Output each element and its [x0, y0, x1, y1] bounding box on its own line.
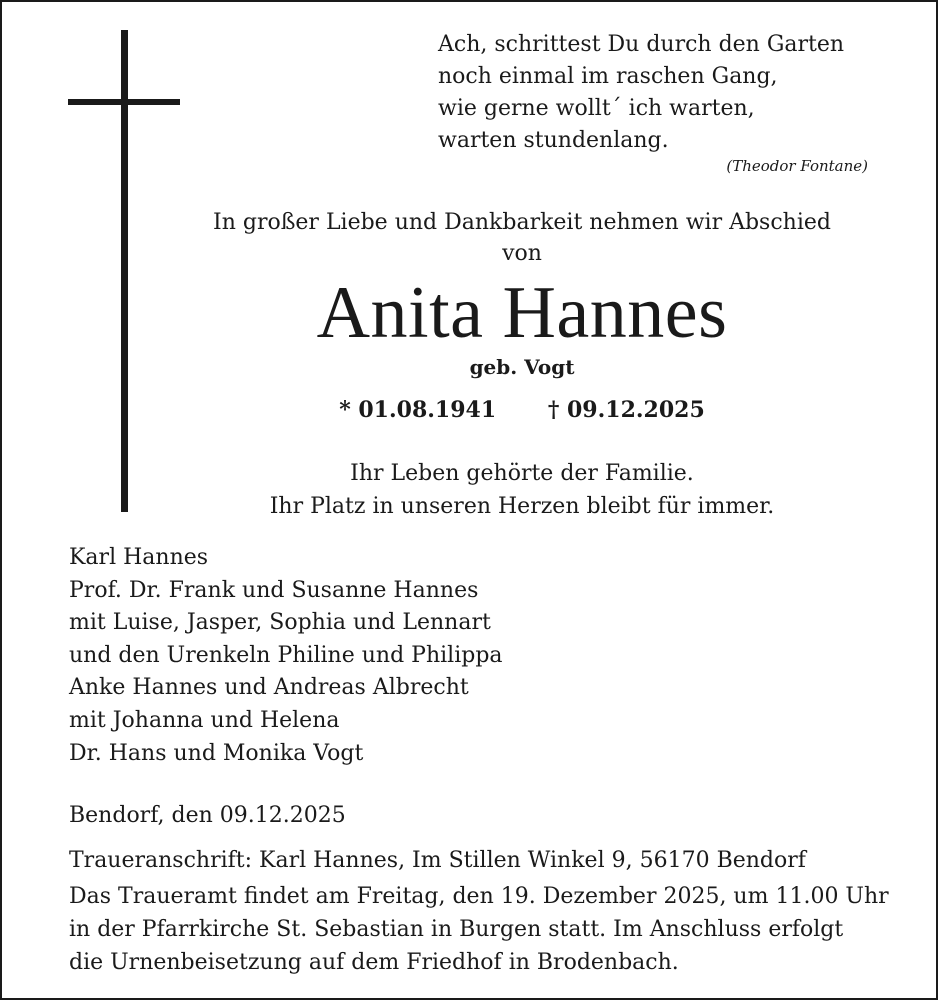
- poem-line: wie gerne wollt´ ich warten,: [438, 96, 755, 121]
- mourner-line: Prof. Dr. Frank und Susanne Hannes: [69, 577, 479, 603]
- motto-line: Ihr Platz in unseren Herzen bleibt für immer.: [269, 494, 775, 519]
- service-line: die Urnenbeisetzung auf dem Friedhof in Brodenbach.: [69, 950, 679, 975]
- death-date: † 09.12.2025: [547, 397, 705, 423]
- intro-line: von: [502, 241, 542, 266]
- poem-line: warten stundenlang.: [438, 128, 669, 153]
- motto: [122, 457, 922, 523]
- intro-line: In großer Liebe und Dankbarkeit nehmen wir Abschied: [213, 210, 831, 235]
- life-dates: [122, 397, 922, 423]
- poem-line: noch einmal im raschen Gang,: [438, 64, 778, 89]
- service-info: [69, 880, 889, 979]
- mourner-line: mit Johanna und Helena: [69, 707, 340, 733]
- mourner-line: mit Luise, Jasper, Sophia und Lennart: [69, 610, 491, 636]
- deceased-name: Anita Hannes: [316, 272, 728, 354]
- poem-author: (Theodor Fontane): [726, 157, 868, 175]
- mourners-list: [69, 542, 503, 770]
- poem: [438, 29, 844, 157]
- mourner-line: Anke Hannes und Andreas Albrecht: [69, 675, 469, 701]
- mourner-line: Dr. Hans und Monika Vogt: [69, 740, 364, 766]
- service-line: Das Traueramt findet am Freitag, den 19. Dezember 2025, um 11.00 Uhr: [69, 884, 889, 909]
- intro-text: [122, 207, 922, 269]
- mourner-line: Karl Hannes: [69, 545, 209, 570]
- mourner-line: und den Urenkeln Philine und Philippa: [69, 642, 503, 668]
- poem-line: Ach, schrittest Du durch den Garten: [438, 32, 845, 57]
- birth-date: * 01.08.1941: [339, 397, 497, 423]
- cross-icon-crossbar: [68, 99, 180, 105]
- motto-line: Ihr Leben gehörte der Familie.: [350, 461, 694, 486]
- service-line: in der Pfarrkirche St. Sebastian in Burgen statt. Im Anschluss erfolgt: [69, 917, 844, 942]
- place-date: Bendorf, den 09.12.2025: [69, 803, 346, 828]
- mourning-address: Traueranschrift: Karl Hannes, Im Stillen Winkel 9, 56170 Bendorf: [69, 848, 806, 873]
- maiden-name: geb. Vogt: [469, 355, 575, 379]
